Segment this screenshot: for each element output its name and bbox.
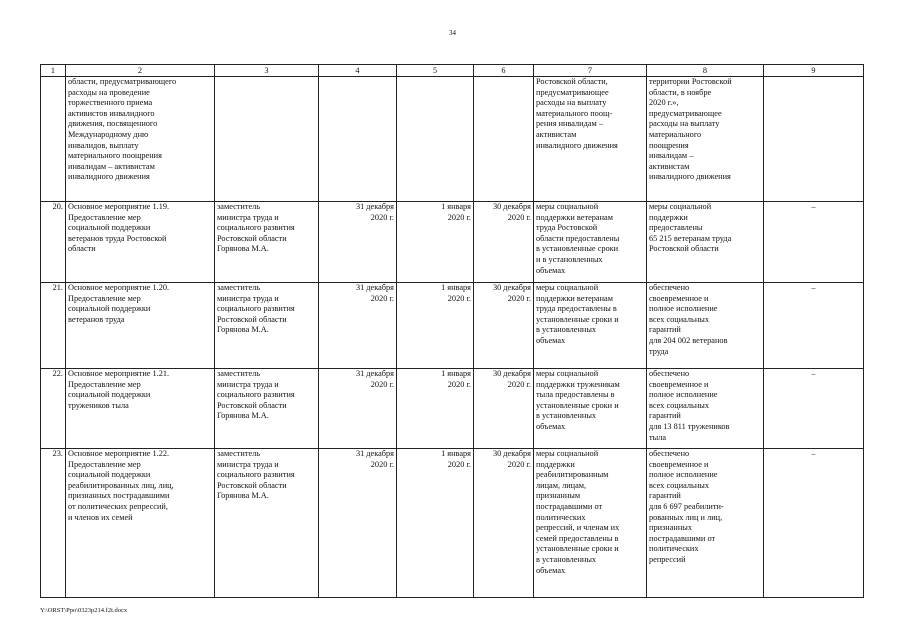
deadline-cell: 31 декабря 2020 г. [319,283,397,369]
column-number: 1 [41,65,66,77]
start-date-cell [397,77,474,202]
end-date-cell [474,77,534,202]
executor-cell: заместитель министра труда и социального развития Ростовской области Горянова М.А. [215,283,319,369]
indicator-cell: меры социальной поддержки предоставлены 65 215 ветеранам труда Ростовской области [647,202,764,283]
row-number: 20. [41,202,66,283]
result-cell: Ростовской области, предусматривающее расходы на выплату материального поощ- рения инвалидам – активистам инвалидного движения [534,77,647,202]
event-cell: Основное мероприятие 1.22. Предоставление мер социальной поддержки реабилитированных лиц, лиц, признанных пострадавшими от политических репрессий, и членов их семей [66,449,215,598]
activities-table [40,64,864,598]
deadline-cell [319,77,397,202]
note-cell [764,77,864,202]
event-cell: Основное мероприятие 1.20. Предоставление мер социальной поддержки ветеранов труда [66,283,215,369]
column-number: 2 [66,65,215,77]
event-cell: Основное мероприятие 1.21. Предоставление мер социальной поддержки тружеников тыла [66,369,215,449]
column-number-row [41,65,864,77]
result-cell: меры социальной поддержки ветеранам труда предоставлены в установленные сроки и в установленных объемах [534,283,647,369]
result-cell: меры социальной поддержки труженикам тыла предоставлены в установленные сроки и в установленных объемах [534,369,647,449]
executor-cell: заместитель министра труда и социального развития Ростовской области Горянова М.А. [215,369,319,449]
row-number: 23. [41,449,66,598]
end-date-cell: 30 декабря 2020 г. [474,283,534,369]
deadline-cell: 31 декабря 2020 г. [319,449,397,598]
result-cell: меры социальной поддержки реабилитированным лицам, лицам, признанным пострадавшими от политических репрессий, и членам их семей предоставлены в установленные сроки и в установленных объемах [534,449,647,598]
end-date-cell: 30 декабря 2020 г. [474,202,534,283]
table-row [41,369,864,449]
deadline-cell: 31 декабря 2020 г. [319,369,397,449]
executor-cell: заместитель министра труда и социального развития Ростовской области Горянова М.А. [215,202,319,283]
end-date-cell: 30 декабря 2020 г. [474,369,534,449]
column-number: 8 [647,65,764,77]
indicator-cell: обеспечено своевременное и полное исполнение всех социальных гарантий для 204 002 ветеранов труда [647,283,764,369]
note-cell: – [764,283,864,369]
note-cell: – [764,449,864,598]
column-number: 3 [215,65,319,77]
start-date-cell: 1 января 2020 г. [397,449,474,598]
table-row [41,283,864,369]
file-path-footer: Y:\ORST\Ppo\0323p214.f2t.docx [40,607,128,614]
table-row [41,202,864,283]
deadline-cell: 31 декабря 2020 г. [319,202,397,283]
start-date-cell: 1 января 2020 г. [397,283,474,369]
column-number: 9 [764,65,864,77]
column-number: 5 [397,65,474,77]
event-cell: области, предусматривающего расходы на проведение торжественного приема активистов инвалидного движения, посвященного Международному дню инвалидов, выплату материального поощрения инвалидам – активистам инвалидного движения [66,77,215,202]
start-date-cell: 1 января 2020 г. [397,202,474,283]
result-cell: меры социальной поддержки ветеранам труда Ростовской области предоставлены в установленные сроки и в установленных объемах [534,202,647,283]
row-number [41,77,66,202]
indicator-cell: территории Ростовской области, в ноябре 2020 г.», предусматривающее расходы на выплату материального поощрения инвалидам – активистам инвалидного движения [647,77,764,202]
start-date-cell: 1 января 2020 г. [397,369,474,449]
note-cell: – [764,369,864,449]
indicator-cell: обеспечено своевременное и полное исполнение всех социальных гарантий для 6 697 реабилити- рованных лиц и лиц, признанных пострадавшими от политических репрессий [647,449,764,598]
event-cell: Основное мероприятие 1.19. Предоставление мер социальной поддержки ветеранов труда Ростовской области [66,202,215,283]
executor-cell [215,77,319,202]
column-number: 7 [534,65,647,77]
row-number: 21. [41,283,66,369]
row-number: 22. [41,369,66,449]
page-number: 34 [449,29,456,37]
note-cell: – [764,202,864,283]
table-row [41,449,864,598]
indicator-cell: обеспечено своевременное и полное исполнение всех социальных гарантий для 13 811 тружеников тыла [647,369,764,449]
column-number: 6 [474,65,534,77]
end-date-cell: 30 декабря 2020 г. [474,449,534,598]
executor-cell: заместитель министра труда и социального развития Ростовской области Горянова М.А. [215,449,319,598]
table-row-continuation [41,77,864,202]
column-number: 4 [319,65,397,77]
